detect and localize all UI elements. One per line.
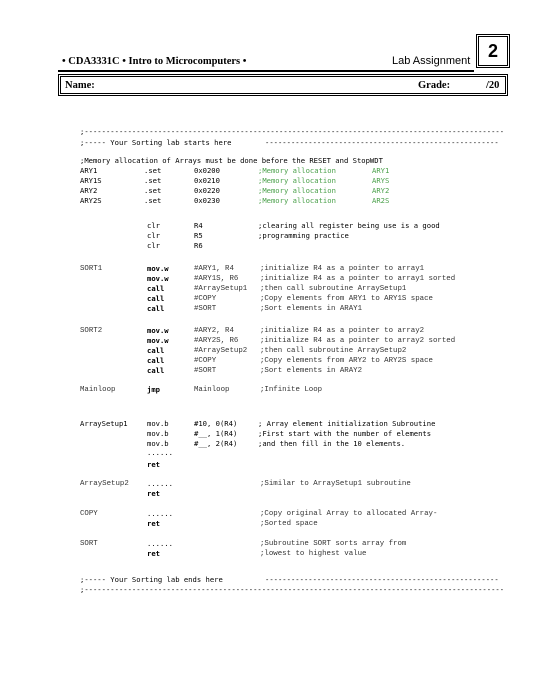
set-value: 0x0200 [194, 166, 220, 175]
instr-args: #ARY2S, R6 [194, 337, 239, 345]
instr-op: call [147, 294, 165, 303]
instr-args: #ARY1S, R6 [194, 275, 239, 283]
instr-comment: ;and then fill in the 10 elements. [258, 439, 406, 448]
name-grade-box [58, 74, 508, 96]
set-op: .set [144, 166, 162, 175]
instr-comment: ;Subroutine SORT sorts array from [260, 540, 407, 548]
set-label: ARY1 [80, 166, 98, 175]
setup2-label: ArraySetup2 [80, 480, 129, 488]
clr-reg: R5 [194, 231, 203, 240]
start-banner-dashes: ------------------------------------------------------ [265, 138, 499, 147]
header-rule [58, 70, 474, 72]
instr-op: call [147, 366, 165, 375]
name-label: Name: [65, 80, 95, 91]
set-comment: ;Memory allocation [258, 176, 336, 185]
sort1-label: SORT1 [80, 265, 103, 273]
clr-reg: R6 [194, 241, 203, 250]
instr-args: #COPY [194, 357, 217, 365]
instr-op: call [147, 304, 165, 313]
instr-comment: ;initialize R4 as a pointer to array2 sorted [260, 337, 456, 345]
instr-args: #SORT [194, 367, 217, 375]
ret-instr: ret [147, 549, 160, 558]
instr-comment: ;Sort elements in ARAY2 [260, 367, 363, 375]
instr-args: #COPY [194, 295, 217, 303]
ret-instr: ret [147, 489, 160, 498]
set-name: ARY1 [372, 166, 390, 175]
clr-op: clr [147, 221, 160, 230]
instr-comment: ;then call subroutine ArraySetup2 [260, 347, 407, 355]
instr-args: #10, 0(R4) [194, 419, 238, 428]
instr-op: mov.w [147, 274, 169, 283]
instr-op: mov.b [147, 419, 169, 428]
instr-op: mov.w [147, 264, 169, 273]
instr-args: #ARY2, R4 [194, 327, 234, 335]
instr-comment: ;Infinite Loop [260, 386, 323, 394]
instr-comment: ;Sorted space [260, 520, 318, 528]
instr-comment: ;lowest to highest value [260, 550, 367, 558]
set-label: ARY2S [80, 196, 102, 205]
set-op: .set [144, 176, 162, 185]
instr-op: call [147, 356, 165, 365]
instr-comment: ;Copy original Array to allocated Array- [260, 510, 438, 518]
set-value: 0x0210 [194, 176, 220, 185]
instr-comment: ;First start with the number of elements [258, 429, 432, 438]
instr-op: jmp [147, 385, 160, 394]
instr-comment: ;Copy elements from ARY2 to ARY2S space [260, 357, 433, 365]
copy-label: COPY [80, 510, 98, 518]
instr-op: mov.w [147, 336, 169, 345]
clr-op: clr [147, 241, 160, 250]
instr-args: Mainloop [194, 386, 230, 394]
ellipsis: ...... [147, 539, 173, 548]
set-name: AR2S [372, 196, 390, 205]
set-name: ARY2 [372, 186, 390, 195]
instr-args: #SORT [194, 305, 217, 313]
set-comment: ;Memory allocation [258, 186, 336, 195]
end-banner-dashes: ------------------------------------------------------ [265, 575, 499, 584]
clr-comment: ;programming practice [258, 231, 349, 240]
instr-op: call [147, 346, 165, 355]
clr-reg: R4 [194, 221, 203, 230]
separator-line: ;------------------------------------------------------------------------------------------------- [80, 585, 505, 594]
clr-comment: ;clearing all register being use is a good [258, 221, 440, 230]
set-op: .set [144, 186, 162, 195]
instr-comment: ;Copy elements from ARY1 to ARY1S space [260, 295, 433, 303]
instr-comment: ;then call subroutine ArraySetup1 [260, 285, 407, 293]
setup1-label: ArraySetup1 [80, 419, 128, 428]
instr-args: #__, 2(R4) [194, 439, 238, 448]
ret-instr: ret [147, 460, 160, 469]
instr-op: mov.b [147, 439, 169, 448]
assignment-title: Lab Assignment [392, 55, 471, 67]
instr-comment: ;initialize R4 as a pointer to array1 [260, 265, 425, 273]
instr-op: mov.b [147, 429, 169, 438]
ellipsis: ...... [147, 448, 173, 457]
set-value: 0x0230 [194, 196, 220, 205]
separator-line: ;------------------------------------------------------------------------------------------------- [80, 127, 505, 136]
instr-args: #ArraySetup1 [194, 285, 248, 293]
instr-args: #ArraySetup2 [194, 347, 248, 355]
instr-comment: ; Array element initialization Subroutine [258, 419, 436, 428]
set-name: ARYS [372, 176, 390, 185]
instr-args: #ARY1, R4 [194, 265, 234, 273]
instr-comment: ;initialize R4 as a pointer to array2 [260, 327, 425, 335]
assignment-number-box [476, 34, 510, 68]
ellipsis: ...... [147, 509, 173, 518]
memalloc-comment: ;Memory allocation of Arrays must be done before the RESET and StopWDT [80, 156, 383, 165]
instr-comment: ;initialize R4 as a pointer to array1 sorted [260, 275, 456, 283]
ret-instr: ret [147, 519, 160, 528]
assignment-number: 2 [487, 40, 498, 61]
ellipsis: ...... [147, 479, 173, 488]
start-banner: ;----- Your Sorting lab starts here [80, 138, 232, 147]
instr-op: call [147, 284, 165, 293]
instr-args: #__, 1(R4) [194, 429, 238, 438]
clr-op: clr [147, 231, 160, 240]
set-label: ARY2 [80, 186, 98, 195]
sort-label: SORT [80, 540, 98, 548]
set-label: ARY1S [80, 176, 102, 185]
set-comment: ;Memory allocation [258, 196, 336, 205]
grade-label: Grade: [418, 80, 451, 91]
set-value: 0x0220 [194, 186, 220, 195]
set-comment: ;Memory allocation [258, 166, 336, 175]
end-banner: ;----- Your Sorting lab ends here [80, 575, 223, 584]
instr-op: mov.w [147, 326, 169, 335]
course-title: • CDA3331C • Intro to Microcomputers • [62, 56, 247, 67]
set-op: .set [144, 196, 162, 205]
mainloop-label: Mainloop [80, 386, 116, 394]
grade-total: /20 [486, 80, 500, 91]
sort2-label: SORT2 [80, 327, 103, 335]
instr-comment: ;Sort elements in ARAY1 [260, 305, 363, 313]
instr-comment: ;Similar to ArraySetup1 subroutine [260, 480, 411, 488]
